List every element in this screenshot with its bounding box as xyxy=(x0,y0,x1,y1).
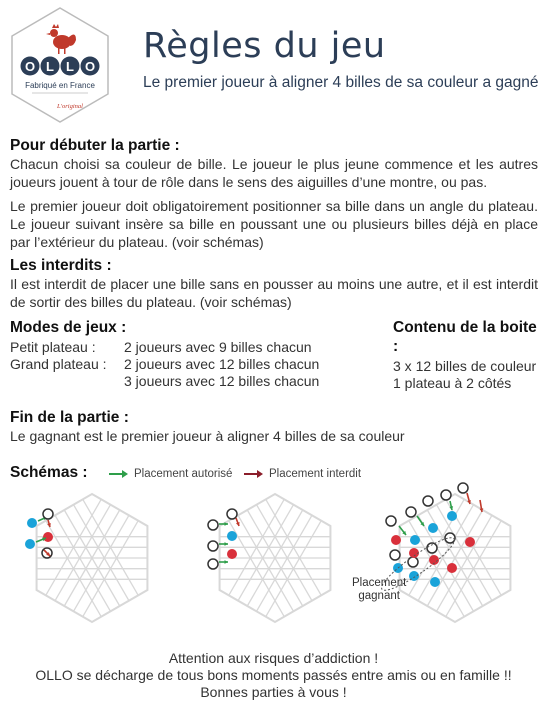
footer-line: Bonnes parties à vous ! xyxy=(200,684,347,700)
red-ball xyxy=(391,535,401,545)
section-heading: Les interdits : xyxy=(10,257,112,274)
board-grid-line xyxy=(257,515,312,611)
board-grid-line xyxy=(55,515,110,611)
empty-ball xyxy=(386,516,396,526)
blue-ball xyxy=(447,511,457,521)
mode-value: 2 joueurs avec 12 billes chacun xyxy=(124,356,320,372)
mode-value: 2 joueurs avec 9 billes chacun xyxy=(124,339,312,355)
red-arrow-icon xyxy=(243,470,263,478)
legend-label: Placement interdit xyxy=(269,468,362,480)
legend-allowed xyxy=(108,468,232,480)
paragraph: Il est interdit de placer une bille sans en pousser au moins une autre, et il est interdit de sortir des billes du plateau. (voir schémas) xyxy=(10,276,538,310)
empty-ball xyxy=(227,509,237,519)
modes-column xyxy=(10,318,320,390)
mode-value: 3 joueurs avec 12 billes chacun xyxy=(124,373,320,389)
blue-ball xyxy=(428,523,438,533)
section-debut xyxy=(10,136,538,251)
section-interdits xyxy=(10,256,538,311)
footer-line: OLLO se décharge de tous bons moments passés entre amis ou en famille !! xyxy=(35,667,512,683)
logo-letter: O xyxy=(84,59,96,74)
blue-ball xyxy=(27,518,37,528)
blue-ball xyxy=(227,531,237,541)
empty-ball xyxy=(406,507,416,517)
schemas-diagrams xyxy=(0,480,547,635)
section-modes xyxy=(10,318,538,398)
board-grid-line xyxy=(437,515,492,611)
red-ball xyxy=(447,563,457,573)
board-grid-line xyxy=(74,505,129,601)
blue-ball xyxy=(430,577,440,587)
section-fin xyxy=(10,408,538,445)
board-grid-line xyxy=(238,505,293,601)
winning-label-line: gagnant xyxy=(358,590,400,602)
blue-ball xyxy=(410,535,420,545)
logo-letter: O xyxy=(24,59,36,74)
board-grid-line xyxy=(55,505,110,601)
page-subtitle: Le premier joueur à aligner 4 billes de sa couleur a gagné xyxy=(143,74,539,91)
paragraph: Le premier joueur doit obligatoirement positionner sa bille dans un angle du plateau. Le joueur suivant insère sa bille en poussant une ou plusieurs billes déjà en place par l’extérieur du plateau. (voir schémas) xyxy=(10,198,538,250)
board-grid-line xyxy=(437,505,492,601)
allowed-arrow-head xyxy=(224,560,228,564)
contenu-item: 1 plateau à 2 côtés xyxy=(393,375,512,391)
legend-forbidden xyxy=(243,468,361,480)
logo-letter: L xyxy=(66,59,74,74)
logo-tagline: Fabriqué en France xyxy=(25,81,95,90)
footer-line: Attention aux risques d’addiction ! xyxy=(168,650,379,666)
empty-ball xyxy=(408,557,418,567)
empty-ball xyxy=(390,550,400,560)
contenu-item: 3 x 12 billes de couleur xyxy=(393,358,537,374)
mode-row xyxy=(10,339,312,356)
red-ball xyxy=(227,549,237,559)
empty-ball xyxy=(208,520,218,530)
contenu-column xyxy=(393,318,538,392)
blue-ball xyxy=(25,539,35,549)
board-grid-line xyxy=(74,515,129,611)
red-ball xyxy=(465,537,475,547)
empty-ball xyxy=(423,496,433,506)
board-grid-line xyxy=(238,515,293,611)
legend-label: Placement autorisé xyxy=(134,468,233,480)
logo-letter: L xyxy=(46,59,54,74)
board-grid-line xyxy=(418,515,473,611)
paragraph: Le gagnant est le premier joueur à aligner 4 billes de sa couleur xyxy=(10,428,405,444)
red-ball xyxy=(43,532,53,542)
mode-label: Grand plateau : xyxy=(10,356,107,372)
mode-label: Petit plateau : xyxy=(10,339,96,355)
section-heading: Contenu de la boite : xyxy=(393,319,537,355)
empty-ball xyxy=(441,490,451,500)
mode-row xyxy=(10,373,320,390)
schemas-heading: Schémas : xyxy=(10,464,88,481)
winning-label xyxy=(352,577,406,603)
allowed-arrow-head xyxy=(224,542,228,546)
ollo-logo xyxy=(8,6,112,124)
board-grid-line xyxy=(257,505,312,601)
footer xyxy=(0,650,547,701)
empty-ball xyxy=(43,509,53,519)
paragraph: Chacun choisi sa couleur de bille. Le joueur le plus jeune commence et les autres joueurs jouent à tour de rôle dans le sens des aiguilles d’une montre, ou pas. xyxy=(10,156,538,190)
section-heading: Fin de la partie : xyxy=(10,409,129,426)
empty-ball xyxy=(208,559,218,569)
empty-ball xyxy=(458,483,468,493)
page-title: Règles du jeu xyxy=(143,26,386,66)
winning-label-line: Placement xyxy=(352,577,407,589)
logo-signature: L'original xyxy=(57,103,83,110)
section-heading: Pour débuter la partie : xyxy=(10,137,180,154)
section-heading: Modes de jeux : xyxy=(10,319,127,336)
green-arrow-icon xyxy=(108,470,128,478)
mode-row xyxy=(10,356,320,373)
empty-ball xyxy=(208,541,218,551)
